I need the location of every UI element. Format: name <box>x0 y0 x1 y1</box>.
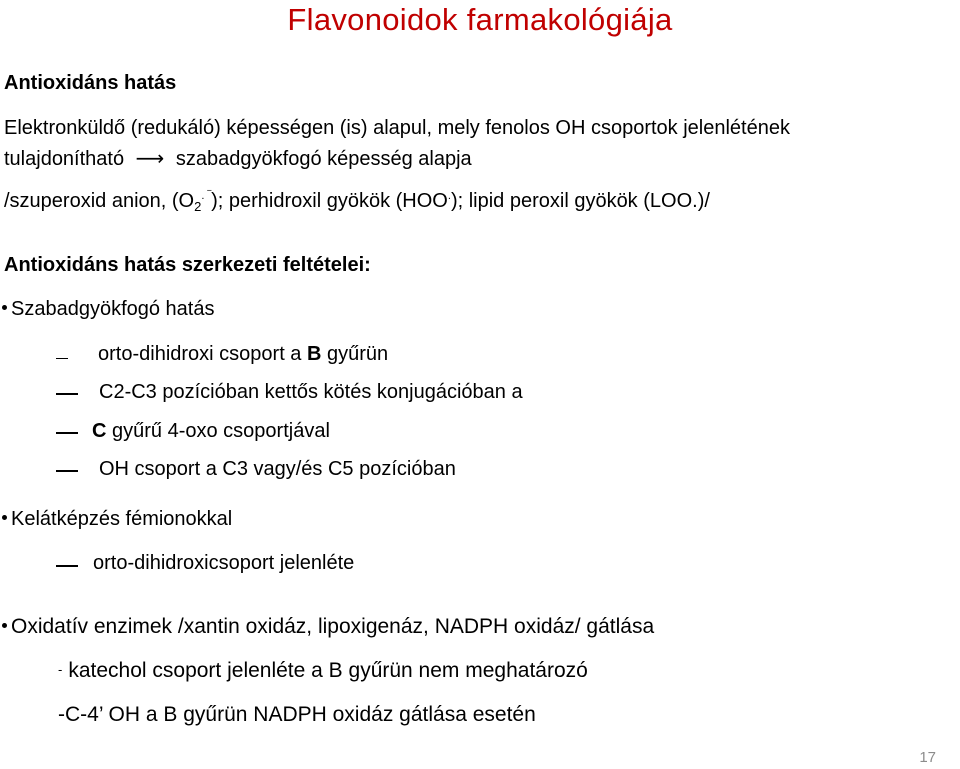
list-item-text: gyűrün <box>321 343 389 365</box>
section-heading-antioxidant: Antioxidáns hatás <box>4 72 177 94</box>
text-line-2 <box>4 146 472 171</box>
text-line-3-part-b: ); perhidroxil gyökök (HOO <box>211 190 448 212</box>
text-line-3 <box>4 190 710 214</box>
radical-dot-superscript: . <box>447 190 451 202</box>
bullet-icon <box>2 515 7 520</box>
text-line-3-part-a: /szuperoxid anion, (O <box>4 190 195 212</box>
arrow-icon: ⟶ <box>135 148 165 170</box>
text-line-2-part-a: tulajdonítható <box>4 148 125 170</box>
bullet-icon <box>2 305 7 310</box>
list-item-c2-c3-double-bond: C2-C3 pozícióban kettős kötés konjugációban a <box>99 381 523 403</box>
bullet-radical-scavenging <box>2 298 215 321</box>
dash-icon <box>56 470 78 472</box>
slide-title: Flavonoidok farmakológiája <box>287 2 673 37</box>
bullet-chelation-label: Kelátképzés fémionokkal <box>11 508 233 530</box>
radical-superscript: . ‾ <box>201 190 212 202</box>
bullet-icon <box>2 623 7 628</box>
bullet-radical-scavenging-label: Szabadgyökfogó hatás <box>11 298 215 320</box>
bullet-enzyme-inhibition-label: Oxidatív enzimek /xantin oxidáz, lipoxigenáz, NADPH oxidáz/ gátlása <box>11 615 655 638</box>
text-line-2-part-b: szabadgyökfogó képesség alapja <box>175 148 472 170</box>
bullet-chelation <box>2 508 232 531</box>
dash-icon <box>56 393 78 395</box>
list-item-c4-oh: -C-4’ OH a B gyűrün NADPH oxidáz gátlása esetén <box>58 703 536 726</box>
dash-icon <box>56 432 78 434</box>
small-dash: - <box>58 662 63 677</box>
list-item-ortho-dihydroxy <box>98 343 388 366</box>
list-item-ortho-dihydroxy-group: orto-dihidroxicsoport jelenléte <box>93 552 355 574</box>
list-item-text: katechol csoport jelenléte a B gyűrün nem meghatározó <box>68 659 588 682</box>
dash-icon <box>56 358 68 359</box>
list-item-text: gyűrű 4-oxo csoportjával <box>106 420 330 442</box>
ring-label-c: C <box>92 420 107 442</box>
bullet-enzyme-inhibition <box>2 615 654 639</box>
list-item-oh-c3-c5: OH csoport a C3 vagy/és C5 pozícióban <box>99 458 456 480</box>
section-heading-structural-conditions: Antioxidáns hatás szerkezeti feltételei: <box>4 254 371 276</box>
list-item-4-oxo <box>92 420 330 443</box>
list-item-catechol <box>58 659 588 683</box>
text-line-1: Elektronküldő (redukáló) képességen (is) alapul, mely fenolos OH csoportok jelenlétének <box>4 117 790 139</box>
subscript-2: 2 <box>194 199 202 214</box>
dash-icon <box>56 565 78 567</box>
list-item-text: orto-dihidroxi csoport a <box>98 343 307 365</box>
text-line-3-part-c: ); lipid peroxil gyökök (LOO.)/ <box>450 190 710 212</box>
ring-label-b: B <box>306 343 322 365</box>
page-number: 17 <box>919 749 936 766</box>
